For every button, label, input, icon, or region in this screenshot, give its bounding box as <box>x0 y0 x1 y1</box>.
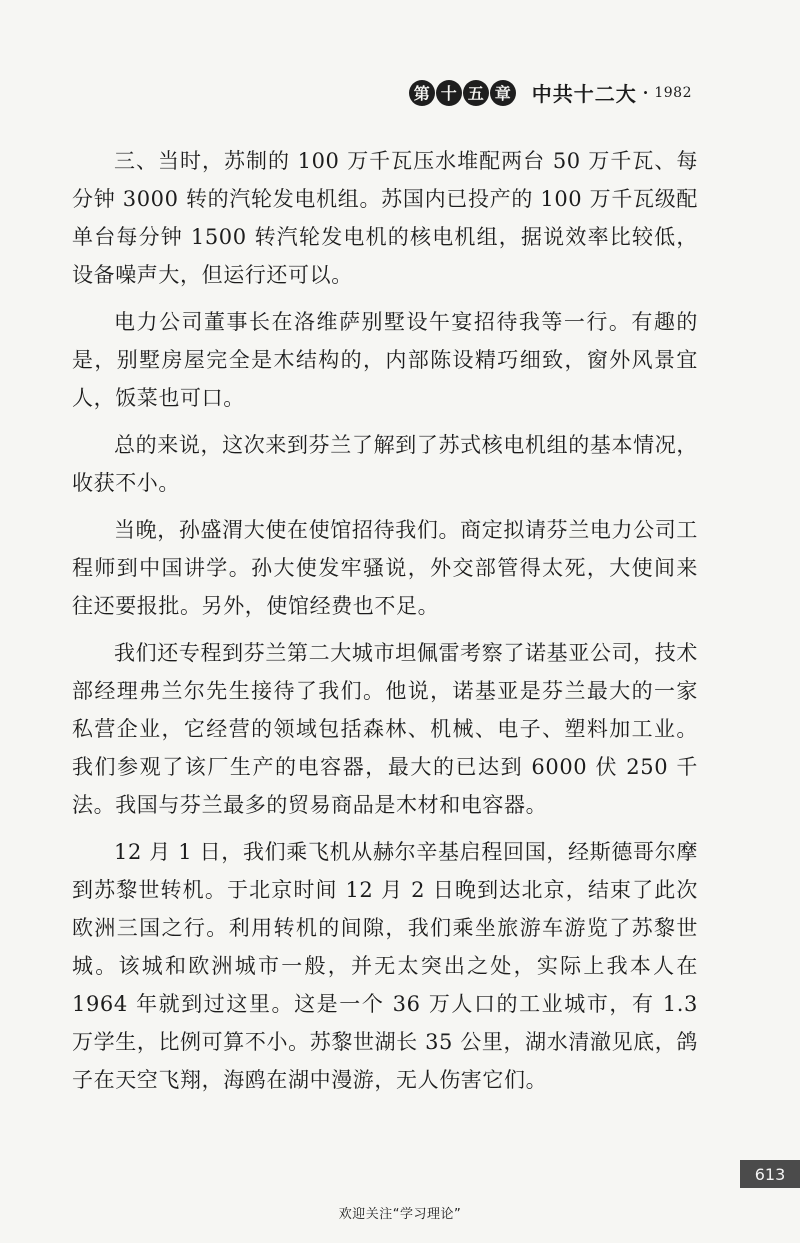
chapter-char: 章 <box>490 80 516 106</box>
body-text <box>72 142 698 1108</box>
paragraph: 当晚，孙盛渭大使在使馆招待我们。商定拟请芬兰电力公司工程师到中国讲学。孙大使发牢骚说，外交部管得太死，大使间来往还要报批。另外，使馆经费也不足。 <box>72 518 698 618</box>
chapter-char: 五 <box>463 80 489 106</box>
chapter-label <box>409 80 516 106</box>
paragraph: 三、当时，苏制的 100 万千瓦压水堆配两台 50 万千瓦、每分钟 3000 转的汽轮发电机组。苏国内已投产的 100 万千瓦级配单台每分钟 1500 转汽轮发电机的核电机组，据说效率比较低，设备噪声大，但运行还可以。 <box>72 149 698 287</box>
footer-caption: 欢迎关注“学习理论” <box>338 1207 462 1222</box>
paragraph: 总的来说，这次来到芬兰了解到了苏式核电机组的基本情况，收获不小。 <box>72 433 698 495</box>
running-header <box>409 78 692 107</box>
chapter-char: 第 <box>409 80 435 106</box>
paragraph: 我们还专程到芬兰第二大城市坦佩雷考察了诺基亚公司，技术部经理弗兰尔先生接待了我们。他说，诺基亚是芬兰最大的一家私营企业，它经营的领域包括森林、机械、电子、塑料加工业。我们参观了该厂生产的电容器，最大的已达到 6000 伏 250 千法。我国与芬兰最多的贸易商品是木材和电容器。 <box>72 641 698 817</box>
page-number: 613 <box>740 1160 800 1188</box>
chapter-year: 1982 <box>654 84 692 101</box>
paragraph: 电力公司董事长在洛维萨别墅设午宴招待我等一行。有趣的是，别墅房屋完全是木结构的，内部陈设精巧细致，窗外风景宜人，饭菜也可口。 <box>72 310 698 410</box>
chapter-char: 十 <box>436 80 462 106</box>
chapter-title: 中共十二大 <box>531 82 637 106</box>
paragraph: 12 月 1 日，我们乘飞机从赫尔辛基启程回国，经斯德哥尔摩到苏黎世转机。于北京时间 12 月 2 日晚到达北京，结束了此次欧洲三国之行。利用转机的间隙，我们乘坐旅游车游览了苏黎世城。该城和欧洲城市一般，并无太突出之处，实际上我本人在 1964 年就到过这里。这是一个 36 万人口的工业城市，有 1.3 万学生，比例可算不小。苏黎世湖长 35 公里，湖水清澈见底，鸽子在天空飞翔，海鸥在湖中漫游，无人伤害它们。 <box>72 840 698 1092</box>
header-separator: · <box>642 83 649 102</box>
